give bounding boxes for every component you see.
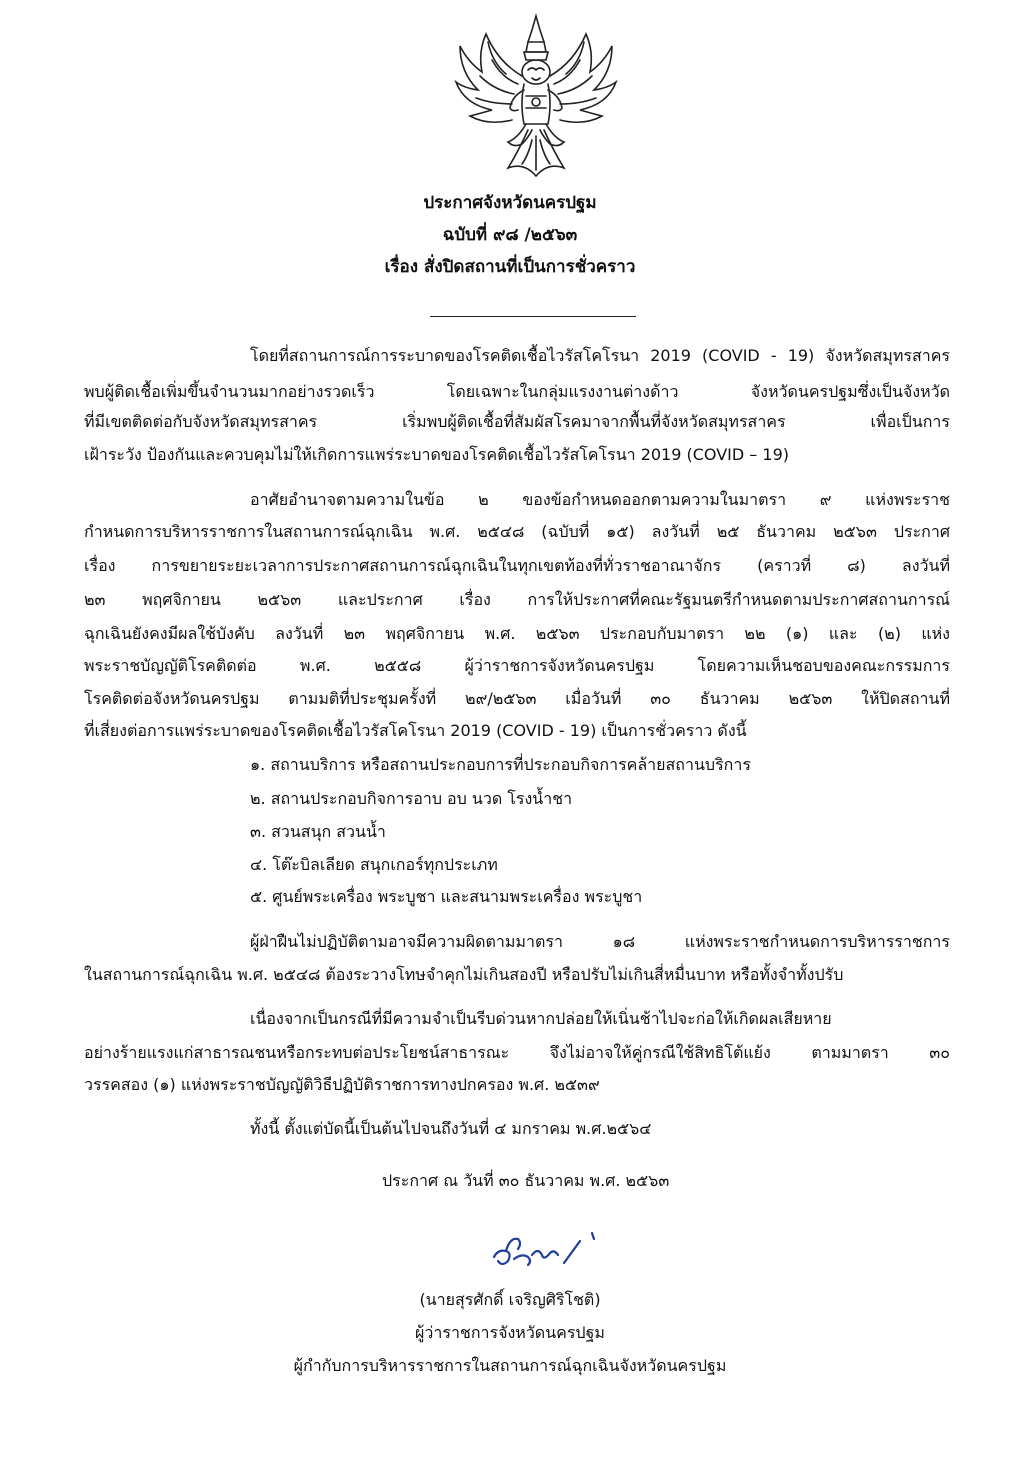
announcement-date: ประกาศ ณ วันที่ ๓๐ ธันวาคม พ.ศ. ๒๕๖๓ xyxy=(382,1171,670,1190)
announcement-number: ฉบับที่ ๙๘ /๒๕๖๓ xyxy=(442,225,578,245)
paragraph-line: ที่เสี่ยงต่อการแพร่ระบาดของโรคติดเชื้อไวรัสโคโรนา 2019 (COVID - 19) เป็นการชั่วคราว ดังนี้ xyxy=(84,721,747,740)
signatory-position: ผู้ว่าราชการจังหวัดนครปฐม xyxy=(415,1323,605,1342)
paragraph-line: ในสถานการณ์ฉุกเฉิน พ.ศ. ๒๕๔๘ ต้องระวางโทษจำคุกไม่เกินสองปี หรือปรับไม่เกินสี่หมื่นบาท หรือทั้งจำทั้งปรับ xyxy=(84,965,844,984)
list-item: ๔. โต๊ะบิลเลียด สนุกเกอร์ทุกประเภท xyxy=(250,855,498,874)
paragraph-line: วรรคสอง (๑) แห่งพระราชบัญญัติวิธีปฏิบัติราชการทางปกครอง พ.ศ. ๒๕๓๙ xyxy=(84,1075,600,1094)
list-item: ๕. ศูนย์พระเครื่อง พระบูชา และสนามพระเครื่อง พระบูชา xyxy=(250,887,643,906)
paragraph-line: อย่างร้ายแรงแก่สาธารณชนหรือกระทบต่อประโยชน์สาธารณะ จึงไม่อาจให้คู่กรณีใช้สิทธิโต้แย้ง ตามมาตรา ๓๐ xyxy=(84,1043,950,1062)
list-item: ๑. สถานบริการ หรือสถานประกอบการที่ประกอบกิจการคล้ายสถานบริการ xyxy=(250,755,751,774)
list-item: ๓. สวนสนุก สวนน้ำ xyxy=(250,822,386,841)
announcement-subject: เรื่อง สั่งปิดสถานที่เป็นการชั่วคราว xyxy=(384,257,636,277)
paragraph-line: ๒๓ พฤศจิกายน ๒๕๖๓ และประกาศ เรื่อง การให้ประกาศที่คณะรัฐมนตรีกำหนดตามประกาศสถานการณ์ xyxy=(84,590,950,609)
paragraph-line: เฝ้าระวัง ป้องกันและควบคุมไม่ให้เกิดการแพร่ระบาดของโรคติดเชื้อไวรัสโคโรนา 2019 (COVID – 19) xyxy=(84,445,789,464)
effective-date: ทั้งนี้ ตั้งแต่บัดนี้เป็นต้นไปจนถึงวันที่ ๔ มกราคม พ.ศ.๒๕๖๔ xyxy=(250,1119,652,1138)
title-divider xyxy=(430,316,636,317)
paragraph-line: ผู้ฝ่าฝืนไม่ปฏิบัติตามอาจมีความผิดตามมาตรา ๑๘ แห่งพระราชกำหนดการบริหารราชการ xyxy=(250,932,950,951)
paragraph-line: เรื่อง การขยายระยะเวลาการประกาศสถานการณ์ฉุกเฉินในทุกเขตท้องที่ทั่วราชอาณาจักร (คราวที่ ๘) ลงวันที่ xyxy=(84,556,950,575)
paragraph-line: กำหนดการบริหารราชการในสถานการณ์ฉุกเฉิน พ.ศ. ๒๕๔๘ (ฉบับที่ ๑๕) ลงวันที่ ๒๕ ธันวาคม ๒๕๖๓ ประกาศ xyxy=(84,522,950,541)
paragraph-line: พระราชบัญญัติโรคติดต่อ พ.ศ. ๒๕๕๘ ผู้ว่าราชการจังหวัดนครปฐม โดยความเห็นชอบของคณะกรรมการ xyxy=(84,656,950,675)
paragraph-line: พบผู้ติดเชื้อเพิ่มขึ้นจำนวนมากอย่างรวดเร็ว โดยเฉพาะในกลุ่มแรงงานต่างด้าว จังหวัดนครปฐมซึ่งเป็นจังหวัด xyxy=(84,382,950,401)
garuda-emblem-icon xyxy=(448,12,624,180)
paragraph-line: ที่มีเขตติดต่อกับจังหวัดสมุทรสาคร เริ่มพบผู้ติดเชื้อที่สัมผัสโรคมาจากพื้นที่จังหวัดสมุทรสาคร เพื่อเป็นการ xyxy=(84,412,950,431)
signatory-role: ผู้กำกับการบริหารราชการในสถานการณ์ฉุกเฉินจังหวัดนครปฐม xyxy=(293,1356,727,1375)
signatory-name: (นายสุรศักดิ์ เจริญศิริโชติ) xyxy=(419,1290,601,1309)
paragraph-line: ฉุกเฉินยังคงมีผลใช้บังคับ ลงวันที่ ๒๓ พฤศจิกายน พ.ศ. ๒๕๖๓ ประกอบกับมาตรา ๒๒ (๑) และ (๒) แห่ง xyxy=(84,624,950,643)
announcement-title: ประกาศจังหวัดนครปฐม xyxy=(423,193,597,213)
list-item: ๒. สถานประกอบกิจการอาบ อบ นวด โรงน้ำชา xyxy=(250,789,573,808)
paragraph-line: อาศัยอำนาจตามความในข้อ ๒ ของข้อกำหนดออกตามความในมาตรา ๙ แห่งพระราช xyxy=(250,490,950,509)
handwritten-signature xyxy=(488,1225,608,1271)
paragraph-line: โดยที่สถานการณ์การระบาดของโรคติดเชื้อไวรัสโคโรนา 2019 (COVID - 19) จังหวัดสมุทรสาคร xyxy=(250,346,950,365)
paragraph-line: โรคติดต่อจังหวัดนครปฐม ตามมติที่ประชุมครั้งที่ ๒๙/๒๕๖๓ เมื่อวันที่ ๓๐ ธันวาคม ๒๕๖๓ ให้ปิดสถานที่ xyxy=(84,689,950,708)
paragraph-line: เนื่องจากเป็นกรณีที่มีความจำเป็นรีบด่วนหากปล่อยให้เนิ่นช้าไปจะก่อให้เกิดผลเสียหาย xyxy=(250,1009,832,1028)
